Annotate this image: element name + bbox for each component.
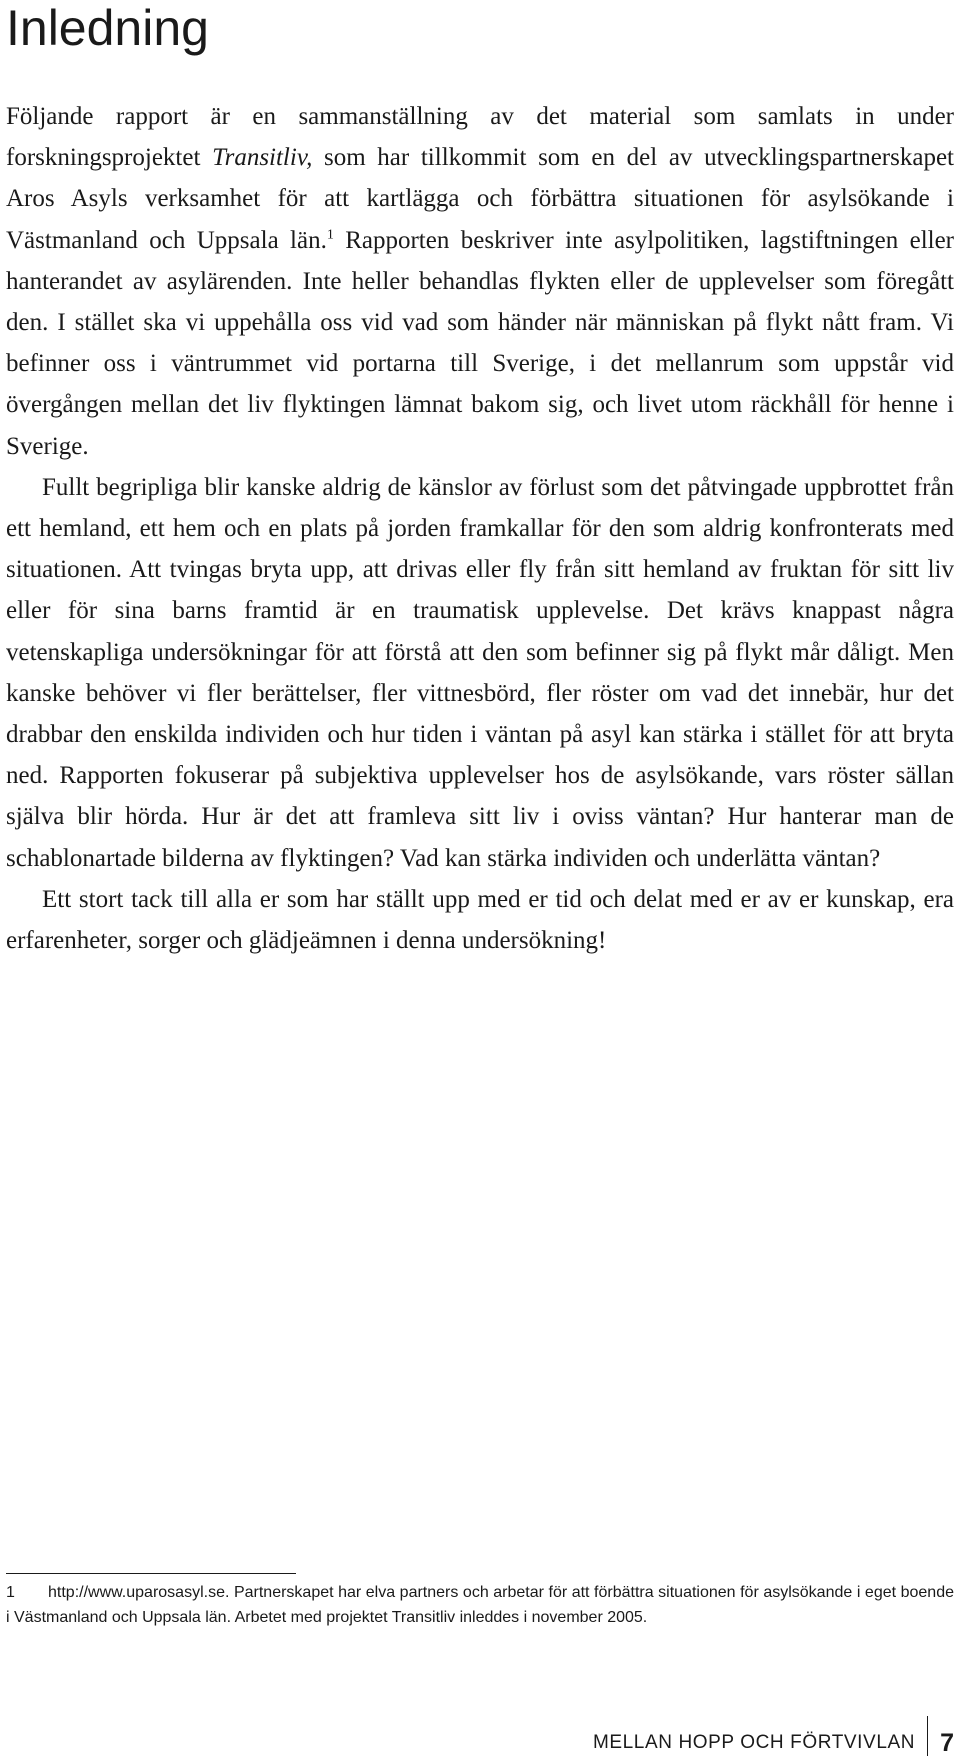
body-text [6, 96, 954, 961]
paragraph-1-text-end: Rapporten beskriver inte asylpolitiken, lagstiftningen eller hanterandet av asylärenden. Inte heller behandlas flykten eller de upplevelser som föregått den. I stället ska vi uppehålla oss vid vad som händer när människan på flykt nått fram. Vi befinner oss i väntrummet vid portarna till Sverige, i det mellanrum som uppstår vid övergången mellan det liv flyktingen lämnat bakom sig, och livet utom räckhåll för henne i Sverige. [6, 226, 955, 460]
paragraph-2: Fullt begripliga blir kanske aldrig de känslor av förlust som det påtvingade uppbrottet från ett hemland, ett hem och en plats på jorden framkallar för den som aldrig konfronterats med situationen. Att tvingas bryta upp, att drivas eller fly från sitt hemland av fruktan för sitt liv eller för sina barns framtid är en traumatisk upplevelse. Det krävs knappast några vetenskapliga undersökningar för att förstå att den som befinner sig på flykt mår dåligt. Men kanske behöver vi fler berättelser, fler vittnesbörd, fler röster om vad det innebär, hur det drabbar den enskilda individen och hur tiden i väntan på asyl kan stärka i stället för att bryta ned. Rapporten fokuserar på subjektiva upplevelser hos de asylsökande, vars röster sällan själva blir hörda. Hur är det att framleva sitt liv i oviss väntan? Hur hanterar man de schablonartade bilderna av flyktingen? Vad kan stärka individen och underlätta väntan? [6, 473, 954, 872]
project-name-italic: Transitliv, [212, 144, 313, 172]
footnote-reference: 1 [326, 227, 334, 243]
page-title: Inledning [6, 0, 209, 56]
paragraph-3: Ett stort tack till alla er som har ställt upp med er tid och delat med er av er kunskap, era erfarenheter, sorger och glädjeämnen i denna undersökning! [6, 885, 954, 955]
footnote-text: http://www.uparosasyl.se. Partnerskapet har elva partners och arbetar för att förbättra situationen för asylsökande i eget boende i Västmanland och Uppsala län. Arbetet med projektet Transitliv inleddes i november 2005. [6, 1584, 954, 1626]
footnote-number: 1 [6, 1584, 15, 1601]
running-title: MELLAN HOPP OCH FÖRTVIVLAN [592, 1732, 916, 1753]
page-number: 7 [940, 1728, 954, 1757]
footnote [6, 1581, 954, 1630]
paragraph-1-text-start: Följande rapport är en sammanställning av det material som samlats in under forskningsprojektet [6, 103, 954, 172]
paragraph-1 [6, 96, 954, 467]
paragraph-1-text-middle: som har tillkommit som en del av utvecklingspartnerskapet Aros Asyls verksamhet för att kartlägga och förbättra situationen för asylsökande i Västmanland och Uppsala län. [6, 144, 954, 254]
footnote-divider [6, 1573, 296, 1574]
running-footer [593, 1716, 954, 1756]
